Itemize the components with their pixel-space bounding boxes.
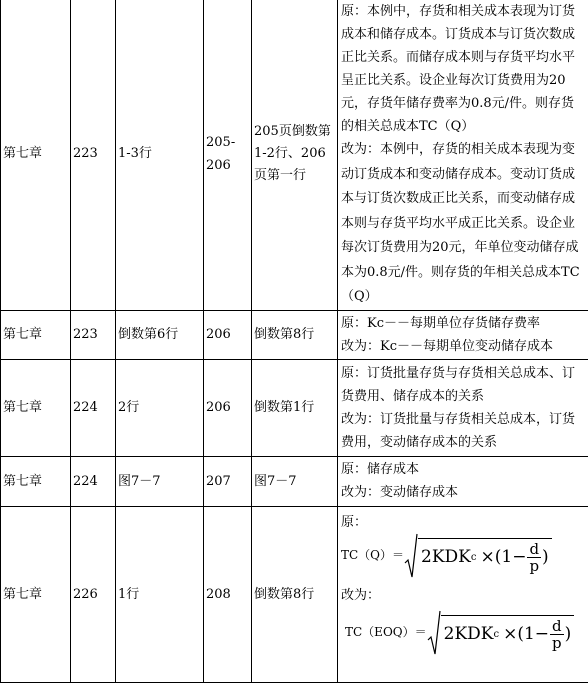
corrected-text: 改为：订货批量与存货相关总成本，订货费用，变动储存成本的关系: [341, 408, 585, 454]
correction-cell: [338, 359, 588, 456]
original-label: 原：: [341, 511, 585, 534]
new-line-cell: 倒数第8行: [252, 310, 338, 359]
fraction: $\frac{d}{p}$: [527, 541, 541, 574]
chapter-cell: 第七章: [1, 359, 71, 456]
page-cell: 223: [71, 310, 116, 359]
line-cell: 倒数第6行: [116, 310, 204, 359]
chapter-cell: 第七章: [1, 310, 71, 359]
correction-cell: [338, 506, 588, 682]
original-text: 原：Kc－－每期单位存货储存费率: [341, 312, 585, 335]
chapter-cell: 第七章: [1, 0, 71, 310]
new-line-cell: 倒数第8行: [252, 506, 338, 682]
new-line-cell: 图7－7: [252, 456, 338, 506]
original-formula: [341, 534, 585, 578]
page-cell: 223: [71, 0, 116, 310]
corrected-label: 改为：: [341, 142, 380, 157]
original-text: [341, 0, 585, 138]
table-row: [1, 456, 588, 506]
new-page-cell: 205-206: [204, 0, 252, 310]
sqrt-expression: [404, 533, 552, 579]
new-page-cell: 206: [204, 359, 252, 456]
original-text: 原：订货批量存货与存货相关总成本、订货费用、储存成本的关系: [341, 362, 585, 408]
fraction: $\frac{d}{p}$: [550, 618, 564, 651]
original-label: 原：: [341, 4, 367, 19]
formula-lhs: TC（EOQ）＝: [345, 621, 427, 644]
corrected-formula: [341, 611, 585, 655]
new-page-cell: 208: [204, 506, 252, 682]
page-cell: 226: [71, 506, 116, 682]
original-text: 原：储存成本: [341, 458, 585, 481]
chapter-cell: 第七章: [1, 456, 71, 506]
table-row: [1, 0, 588, 310]
correction-cell: [338, 0, 588, 310]
corrected-text: 改为：Kc－－每期单位变动储存成本: [341, 335, 585, 358]
radical-sign-icon: [404, 533, 418, 579]
page-cell: 224: [71, 456, 116, 506]
correction-cell: [338, 310, 588, 359]
new-page-cell: 206: [204, 310, 252, 359]
table-row: [1, 310, 588, 359]
new-line-cell: 205页倒数第1-2行、206页第一行: [252, 0, 338, 310]
correction-cell: [338, 456, 588, 506]
line-cell: 图7－7: [116, 456, 204, 506]
corrected-label: 改为：: [341, 584, 585, 607]
formula-lhs: TC（Q）＝: [341, 544, 404, 567]
original-body: 本例中，存货和相关成本表现为订货成本和储存成本。订货成本与订货次数成正比关系。而储存成本则与存货平均水平呈正比关系。设企业每次订货费用为20元，存货年储存费率为0.8元/件。则存货的相关总成本TC（Q）: [341, 4, 575, 134]
new-line-cell: 倒数第1行: [252, 359, 338, 456]
radicand: 2KDK c ×(1− $\frac{d}{p}$ ): [418, 538, 552, 574]
line-cell: 2行: [116, 359, 204, 456]
line-cell: 1-3行: [116, 0, 204, 310]
corrected-body: 本例中，存货的相关成本表现为变动订货成本和变动储存成本。变动订货成本与订货次数成正比关系，而变动储存成本则与存货平均水平成正比关系。设企业每次订货费用为20元，年单位变动储存成本为0.8元/件。则存货的年相关总成本TC（Q）: [341, 142, 580, 304]
new-page-cell: 207: [204, 456, 252, 506]
corrected-text: [341, 138, 585, 310]
corrected-text: 改为：变动储存成本: [341, 481, 585, 504]
sqrt-expression: [427, 610, 575, 656]
table-row: [1, 506, 588, 682]
chapter-cell: 第七章: [1, 506, 71, 682]
line-cell: 1行: [116, 506, 204, 682]
radical-sign-icon: [427, 610, 441, 656]
table-row: [1, 359, 588, 456]
radicand: 2KDK c ×(1− $\frac{d}{p}$ ): [441, 615, 575, 651]
page-cell: 224: [71, 359, 116, 456]
